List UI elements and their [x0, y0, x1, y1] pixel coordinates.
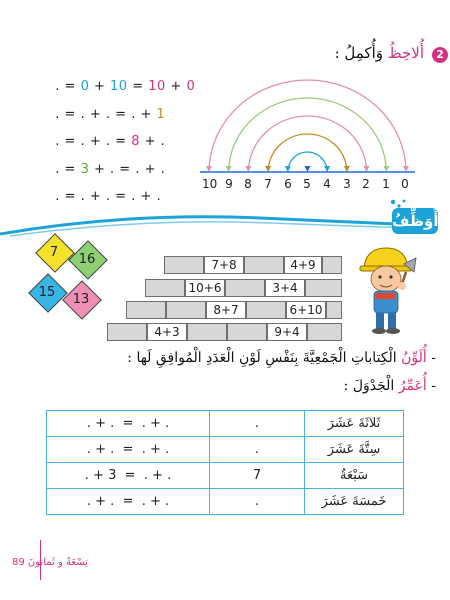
wall-brick-labeled[interactable]: 9+4	[267, 323, 307, 341]
number-line-label: 1	[382, 177, 390, 191]
number-line-label: 6	[284, 177, 292, 191]
eq-part: .	[160, 162, 166, 177]
instruction-color	[127, 350, 436, 366]
wall-brick	[107, 323, 147, 341]
number-line-label: 10	[202, 177, 218, 191]
eq-part: 3	[80, 162, 90, 177]
wall-brick-labeled[interactable]: 4+3	[147, 323, 187, 341]
table-expression[interactable]: . + . = . + .	[47, 489, 210, 515]
eq-part: +	[85, 189, 106, 204]
eq-part: +	[139, 134, 161, 149]
banner-title: أُوَظِّفُ	[392, 208, 438, 234]
instruction-verb: أُعَمِّرُ	[398, 378, 427, 394]
eq-part: 10	[148, 79, 166, 94]
wall-brick-labeled[interactable]: 10+6	[185, 279, 225, 297]
table-expression[interactable]: . + 3 = . + .	[47, 463, 210, 489]
eq-part: =	[127, 79, 149, 94]
number-line-label: 4	[323, 177, 331, 191]
wall-brick	[322, 256, 342, 274]
equation-row-3	[46, 119, 165, 149]
eq-part: =	[110, 134, 132, 149]
eq-part: .	[135, 162, 140, 177]
table-word: سَبْعَةٌ	[305, 463, 404, 489]
eq-part: +	[89, 79, 111, 94]
table-row	[47, 437, 404, 463]
wall-brick	[244, 256, 284, 274]
table-number[interactable]: .	[210, 437, 305, 463]
eq-part: 10	[110, 79, 128, 94]
wall-brick	[307, 323, 342, 341]
number-line-label: 3	[343, 177, 351, 191]
diamond-label: 13	[72, 292, 90, 307]
wall-brick-labeled[interactable]: 3+4	[265, 279, 305, 297]
wall-brick	[305, 279, 342, 297]
eq-part: .	[80, 189, 86, 204]
eq-part: .	[160, 134, 166, 149]
section-title	[335, 44, 424, 62]
eq-part: 8	[131, 134, 140, 149]
wall-brick-labeled[interactable]: 4+9	[284, 256, 322, 274]
eq-part: 0	[80, 79, 90, 94]
instruction-dash: -	[426, 378, 436, 394]
number-line-label: 9	[225, 177, 233, 191]
wall-brick	[145, 279, 185, 297]
section-divider-wave	[0, 196, 450, 246]
eq-part: 0	[186, 79, 196, 94]
eq-part: . =	[55, 134, 81, 149]
number-line-label: 2	[362, 177, 370, 191]
wall-brick	[187, 323, 227, 341]
eq-part: +	[89, 162, 111, 177]
wall-brick	[126, 301, 166, 319]
instruction-dash: -	[426, 350, 436, 366]
number-line-rainbow	[200, 66, 422, 176]
eq-part: 1	[156, 107, 166, 122]
wall-brick	[164, 256, 204, 274]
diamond-label: 16	[78, 252, 96, 267]
builder-boy-illustration	[354, 244, 420, 336]
eq-part: .	[105, 134, 111, 149]
section-number-badge: 2	[432, 47, 448, 63]
wall-brick	[326, 301, 342, 319]
section-title-rest: وَأُكمِلُ :	[334, 44, 388, 62]
equation-row-1	[46, 64, 195, 94]
number-table	[46, 410, 404, 515]
eq-part: .	[80, 134, 86, 149]
eq-part: +	[85, 134, 106, 149]
number-line-label: 5	[303, 177, 311, 191]
page-number-words: تِسْعَةٌ و ثَمانونَ	[27, 557, 88, 568]
section-title-highlight: أُلاحِظُ	[387, 44, 424, 62]
number-line-label: 0	[401, 177, 409, 191]
instruction-verb: أُلَوِّنُ	[401, 350, 427, 366]
wall-brick	[166, 301, 206, 319]
table-word: سِتَّةَ عَشَرَ	[305, 437, 404, 463]
eq-part: .	[105, 189, 111, 204]
wall-brick	[246, 301, 286, 319]
eq-part: +	[135, 107, 157, 122]
eq-part: +	[135, 189, 157, 204]
table-row	[47, 489, 404, 515]
instruction-text: الْجَدْوَلَ :	[343, 378, 399, 394]
table-expression[interactable]: . + . = . + .	[47, 437, 210, 463]
table-number[interactable]: .	[210, 411, 305, 437]
eq-part: .	[156, 189, 162, 204]
table-number[interactable]: .	[210, 489, 305, 515]
table-expression[interactable]: . + . = . + .	[47, 411, 210, 437]
equation-row-2	[46, 92, 165, 122]
eq-part: . =	[55, 79, 81, 94]
eq-part: .	[131, 189, 136, 204]
eq-part: =	[110, 107, 132, 122]
eq-part: +	[139, 162, 161, 177]
eq-part: +	[165, 79, 187, 94]
wall-brick	[227, 323, 267, 341]
eq-part: .	[80, 107, 86, 122]
page-number: 89	[12, 557, 25, 568]
eq-part: +	[85, 107, 106, 122]
eq-part: . =	[55, 107, 81, 122]
arc-10-0	[209, 80, 406, 172]
wall-brick-labeled[interactable]: 7+8	[204, 256, 244, 274]
eq-part: =	[110, 189, 132, 204]
wall-brick-labeled[interactable]: 8+7	[206, 301, 246, 319]
equation-row-4	[46, 147, 165, 177]
instruction-text: الْكِتاباتِ الْجَمْعِيَّةَ بِنَفْسِ لَوْنِ الْعَدَدِ الْمُوافِقِ لَها :	[127, 350, 402, 366]
table-number[interactable]: 7	[210, 463, 305, 489]
instruction-fill-table	[344, 378, 436, 394]
table-word: ثَلاثَةَ عَشَرَ	[305, 411, 404, 437]
table-row	[47, 411, 404, 437]
eq-part: .	[131, 107, 136, 122]
diamond-label: 7	[49, 245, 59, 260]
number-line-label: 8	[244, 177, 252, 191]
table-row	[47, 463, 404, 489]
eq-part: =	[114, 162, 136, 177]
arc-9-1	[229, 98, 387, 172]
eq-part: . =	[55, 162, 81, 177]
table-word: خَمسَةَ عَشَرَ	[305, 489, 404, 515]
arc-8-2	[248, 116, 366, 172]
eq-part: .	[110, 162, 115, 177]
eq-part: . =	[55, 189, 81, 204]
page-footer	[12, 557, 88, 568]
wall-brick-labeled[interactable]: 6+10	[286, 301, 326, 319]
wall-brick	[225, 279, 265, 297]
diamond-label: 15	[38, 285, 56, 300]
number-line-label: 7	[264, 177, 272, 191]
eq-part: .	[105, 107, 111, 122]
